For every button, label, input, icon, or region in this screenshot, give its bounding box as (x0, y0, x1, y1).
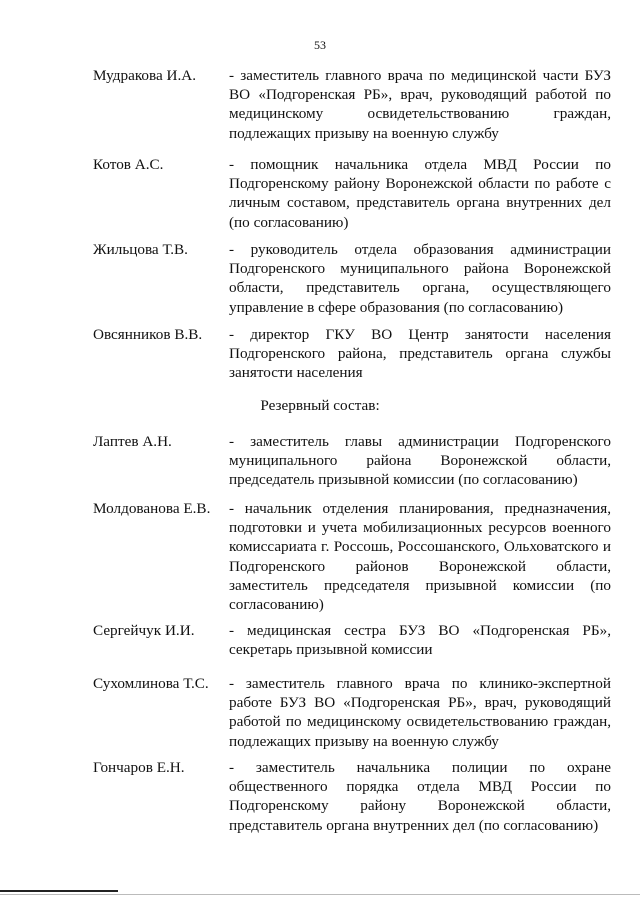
member-description: - начальник отделения планирования, предназначения, подготовки и учета мобилизационных ресурсов военного комиссариата г. Россошь, Россошанского, Ольховатского и Подгоренского районов Воронежской области, заместитель председателя призывной комиссии (по согласованию) (229, 500, 611, 614)
member-description: - заместитель главы администрации Подгоренского муниципального района Воронежской области, председатель призывной комиссии (по согласованию) (229, 433, 611, 489)
member-description: - медицинская сестра БУЗ ВО «Подгоренская РБ», секретарь призывной комиссии (229, 622, 611, 659)
member-name: Сергейчук И.И. (93, 622, 195, 639)
member-name: Молдованова Е.В. (93, 500, 211, 517)
member-name: Сухомлинова Т.С. (93, 675, 209, 692)
footer-rule (0, 890, 118, 892)
member-description: - директор ГКУ ВО Центр занятости населения Подгоренского района, представитель органа службы занятости населения (229, 326, 611, 382)
member-description: - заместитель главного врача по медицинской части БУЗ ВО «Подгоренская РБ», врач, руководящий работой по медицинскому освидетельствованию граждан, подлежащих призыву на военную службу (229, 67, 611, 142)
member-name: Овсянников В.В. (93, 326, 203, 343)
member-name: Лаптев А.Н. (93, 433, 172, 450)
member-name: Жильцова Т.В. (93, 241, 188, 258)
page-number: 53 (314, 38, 326, 52)
member-description: - руководитель отдела образования администрации Подгоренского муниципального района Воронежской области, представитель органа, осуществляющего управление в сфере образования (по согласованию) (229, 241, 611, 316)
member-name: Котов А.С. (93, 156, 164, 173)
member-name: Гончаров Е.Н. (93, 759, 185, 776)
reserve-section-title: Резервный состав: (260, 397, 380, 414)
member-name: Мудракова И.А. (93, 67, 197, 84)
member-description: - заместитель главного врача по клинико-экспертной работе БУЗ ВО «Подгоренская РБ», врач, руководящий работой по медицинскому освидетельствованию граждан, подлежащих призыву на военную службу (229, 675, 611, 750)
member-description: - заместитель начальника полиции по охране общественного порядка отдела МВД России по Подгоренскому району Воронежской области, представитель органа внутренних дел (по согласованию) (229, 759, 611, 834)
page-bottom-edge (0, 894, 640, 895)
member-description: - помощник начальника отдела МВД России по Подгоренскому району Воронежской области по работе с личным составом, представитель органа внутренних дел (по согласованию) (229, 156, 611, 231)
